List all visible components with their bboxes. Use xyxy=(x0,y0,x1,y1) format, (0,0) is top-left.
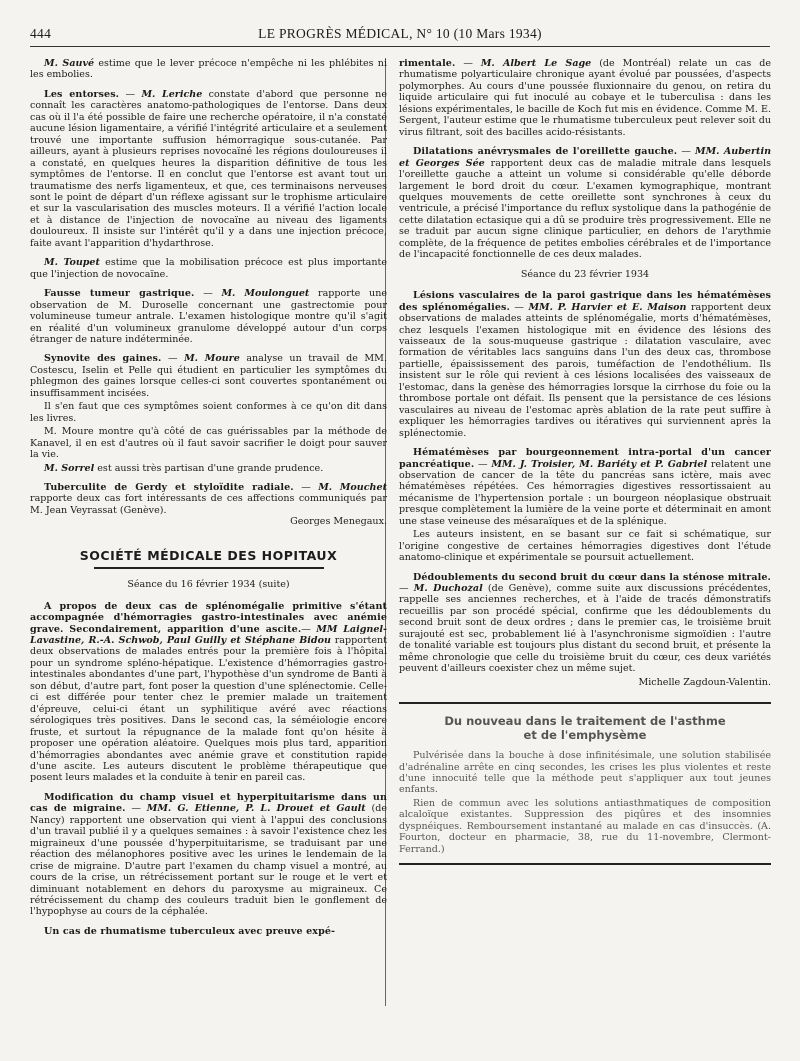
paragraph-auteurs: Les auteurs insistent, en se basant sur ce fait si schématique, sur l'origine congestive de certaines hémorragies digestives dont l'étude anatomo-clinique et expérimentale se poursuit actuellement. xyxy=(399,529,771,564)
signature-zagdoun: Michelle Zagdoun-Valentin. xyxy=(638,676,771,688)
left-column xyxy=(30,58,387,945)
paragraph-symptomes: Il s'en faut que ces symptômes soient conformes à ce qu'on dit dans les livres. xyxy=(30,401,387,424)
paragraph-sorrel: M. Sorrel est aussi très partisan d'une grande prudence. xyxy=(44,462,324,474)
right-column xyxy=(399,58,771,865)
paragraph-tuberculite: Tuberculite de Gerdy et styloïdite radiale. — M. Mouchet rapporte deux cas fort intéressants de ces affections communiqués par M. Jean Veyrassat (Genève). xyxy=(30,481,387,516)
paragraph-lesions-vasculaires: Lésions vasculaires de la paroi gastrique dans les hématémèses des splénomégalies. — MM. P. Harvier et E. Maison rapportent deux observations de malades atteints de splénomégalie, morts d'hématémèses, chez lesquels l'examen histologique mit en évidence des lésions des vaisseaux de la sous-muqueuse gastrique : dilatation vasculaire, avec formation de véritables lacs sanguins dans l'un des deux cas, thrombose partielle, épaississement des parois, tuméfaction de l'endothélium. Ils insistent sur le rôle qui revient à ces lésions localisées des vaisseaux de l'estomac, dans la genèse des hémorragies lorsque la cirrhose du foie ou la thrombose portale ont défait. Ils pensent que la persistance de ces lésions vasculaires au niveau de l'estomac après ablation de la rate peut suffire à expliquer les hémorragies tardives ou itératives qui surviennent après la splénectomie. xyxy=(399,290,771,439)
paragraph-oreillette: Dilatations anévrysmales de l'oreillette gauche. — MM. Aubertin et Georges Sée rapportent deux cas de maladie mitrale dans lesquels l'oreillette gauche a atteint un volume si considérable qu'elle déborde largement le bord droit du cœur. L'examen kymographique, montrant quelques mouvements de cette oreillette sont synchrones à ceux du ventricule, a précisé l'importance du reflux systolique dans la pathogénie de cette dilatation ectasique qui a dû se produire très progressivement. Elle ne se traduit par aucun signe clinique particulier, en dehors de l'arythmie complète, de la fréquence de petites embolies cérébrales et de l'importance de l'incapacité fonctionnelle de ces deux malades. xyxy=(399,146,772,261)
running-header xyxy=(30,26,770,46)
seance-date-2: Séance du 23 février 1934 xyxy=(520,268,650,280)
seance-date-1: Séance du 16 février 1934 (suite) xyxy=(127,579,290,591)
paragraph-hematemeses: Hématémèses par bourgeonnement intra-portal d'un cancer pancréatique. — MM. J. Troisier, M. Bariéty et P. Gabriel relatent une observation de cancer de la tête du pancréas sans ictère, mais avec hématémèses répétées. Ces hémorragies digestives ressortissaient au mécanisme de l'hypertension portale : un bourgeon néoplasique obstruait presque complètement la lumière de la veine porte et déterminait en amont une stase veineuse des mésaraïques et de la splénique. xyxy=(399,447,772,527)
paragraph-rhumatisme-start: Un cas de rhumatisme tuberculeux avec preuve expé- xyxy=(44,925,336,937)
advertisement-paragraph-1: Pulvérisée dans la bouche à dose infinitésimale, une solution stabilisée d'adrénaline arrête en cinq secondes, les crises les plus violentes et reste d'une innocuité telle que la méthode peut s'appliquer aux tout jeunes enfants. xyxy=(399,750,771,796)
signature-menegaux: Georges Menegaux. xyxy=(290,516,387,528)
section-rule xyxy=(94,567,324,569)
paragraph-rhumatisme-cont: rimentale. — M. Albert Le Sage (de Montréal) relate un cas de rhumatisme polyarticulaire chronique ayant évolué par poussées, d'aspects polymorphes. Au cours d'une poussée fluxionnaire du genou, on retira du liquide articulaire qui fut inoculé au cobaye et le tuberculisa : dans les lésions expérimentales, le bacille de Koch fut mis en évidence. Comme M. E. Sergent, l'auteur estime que le rhumatisme tuberculeux peut relever soit du virus filtrant, soit des bacilles acido-résistants. xyxy=(399,58,772,138)
paragraph-fausse-tumeur: Fausse tumeur gastrique. — M. Moulonguet rapporte une observation de M. Duroselle concernant une gastrectomie pour volumineuse tumeur antrale. L'examen histologique montre qu'il s'agit en réalité d'un volumineux granulome développé autour d'un corps étranger de nature indéterminée. xyxy=(30,288,387,345)
advertisement-box xyxy=(399,702,771,865)
page-number: 444 xyxy=(30,26,52,41)
paragraph-splenomegalie: A propos de deux cas de splénomégalie primitive s'étant accompagnée d'hémorragies gastro-intestinales avec anémie grave. Secondairement, apparition d'une ascite.— MM Laignel-Lavastine, R.-A. Schwob, Paul Guilly et Stéphane Bidou rapportent deux observations de malades entrés pour la première fois à l'hôpital pour un syndrome spléno-hépatique. L'existence d'hémorragies gastro-intestinales abondantes d'une part, l'hypothèse d'un syndrome de Banti à son début, d'autre part, font poser la question d'une splénectomie. Celle-ci est différée pour tenter chez le premier malade un traitement d'épreuve, celui-ci étant un syphilitique avéré avec réactions sérologiques très positives. Dans le second cas, la séméiologie encore fruste, et surtout la répugnance de la malade font qu'on hésite à proposer une opération aléatoire. Quelques mois plus tard, apparition d'hémorragies abondantes avec anémie grave et constitution rapide d'une ascite. Les auteurs discutent le problème thérapeutique que posent leurs malades et la conduite à tenir en pareil cas. xyxy=(30,600,388,784)
paragraph-sauve: M. Sauvé estime que le lever précoce n'empêche ni les phlébites ni les embolies. xyxy=(30,58,387,81)
paragraph-entorses: Les entorses. — M. Leriche constate d'abord que personne ne connaît les caractères anatomo-pathologiques de l'entorse. Dans deux cas où il l'a été possible de faire une recherche opératoire, il n'a constaté aucune lésion ligamentaire, a vérifié l'intégrité articulaire et a seulement trouvé une importante suffusion hémorragique sous-cutanée. Par ailleurs, ayant à plusieurs reprises novocaïné les régions douloureuses il a constaté, en quelques heures la disparition définitive de tous les symptômes de l'entorse. Il en conclut que l'entorse est avant tout un traumatisme des nerfs ligamenteux, et que, ces terminaisons nerveuses sont le point de départ d'un réflexe agissant sur le trophisme articulaire et sur la vascularisation des muscles moteurs. Il a vérifié l'action locale et à distance de l'injection de novocaïne au niveau des ligaments douloureux. Il insiste sur l'intérêt qu'il y a dans une injection précoce, faite avant l'apparition d'hydarthrose. xyxy=(30,88,387,249)
paragraph-dedoublements: Dédoublements du second bruit du cœur dans la sténose mitrale. — M. Duchozal (de Genève), comme suite aux discussions précédentes, rappelle ses anciennes recherches, et à l'aide de tracés démonstratifs recueillis par son procédé spécial, confirme que les dédoublements du second bruit sont de deux ordres ; dans le premier cas, le troisième bruit surajouté est sec, probablement lié à l'asynchronisme sigmoïdien : l'autre de tonalité variable est toujours plus distant du second bruit, et présente la même chronologie que celle du troisième bruit du cœur, ces deux variétés peuvent d'ailleurs coexister chez un même sujet. xyxy=(399,571,771,675)
header-rule xyxy=(30,46,770,47)
advertisement-title: Du nouveau dans le traitement de l'asthme et de l'emphysème xyxy=(444,714,726,743)
section-title: SOCIÉTÉ MÉDICALE DES HOPITAUX xyxy=(79,547,338,563)
paragraph-moure: M. Moure montre qu'à côté de cas guérissables par la méthode de Kanavel, il en est d'autres où il faut savoir sacrifier le doigt pour sauver la vie. xyxy=(30,426,387,461)
paragraph-synovite: Synovite des gaines. — M. Moure analyse un travail de MM. Costescu, Iselin et Pelle qui étudient en particulier les symptômes du phlegmon des gaines lorsque celles-ci sont couvertes spontanément ou insuffisamment incisées. xyxy=(30,353,387,399)
journal-title: LE PROGRÈS MÉDICAL, N° 10 (10 Mars 1934) xyxy=(258,26,542,41)
advertisement-bottom-rule xyxy=(399,863,771,865)
paragraph-migraine: Modification du champ visuel et hyperpituitarisme dans un cas de migraine. — MM. G. Etienne, P. L. Drouet et Gault (de Nancy) rapportent une observation qui vient à l'appui des conclusions d'un travail publié il y a quelques semaines : à savoir l'existence chez les migraineux d'une poussée d'hyperpituitarisme, se traduisant par une réaction des mélanophores positive avec les urines le lendemain de la crise de migraine. D'autre part l'examen du champ visuel a montré, au cours de la crise, un rétrécissement portant sur le rouge et le vert et diminuant notablement en dehors du paroxysme au migraineux. Ce rétrécissement du champ des couleurs traduit bien le gonflement de l'hypophyse au cours de la céphalée. xyxy=(30,791,387,918)
advertisement-paragraph-2: Rien de commun avec les solutions antiasthmatiques de composition alcaloïque existantes. Suppression des piqûres et des insomnies dyspnéiques. Remboursement instantané au malade en cas d'insuccès. (A. Fourton, docteur en pharmacie, 38, rue du 11-novembre, Clermont-Ferrand.) xyxy=(399,797,771,855)
paragraph-toupet: M. Toupet estime que la mobilisation précoce est plus importante que l'injection de novocaïne. xyxy=(30,257,387,280)
